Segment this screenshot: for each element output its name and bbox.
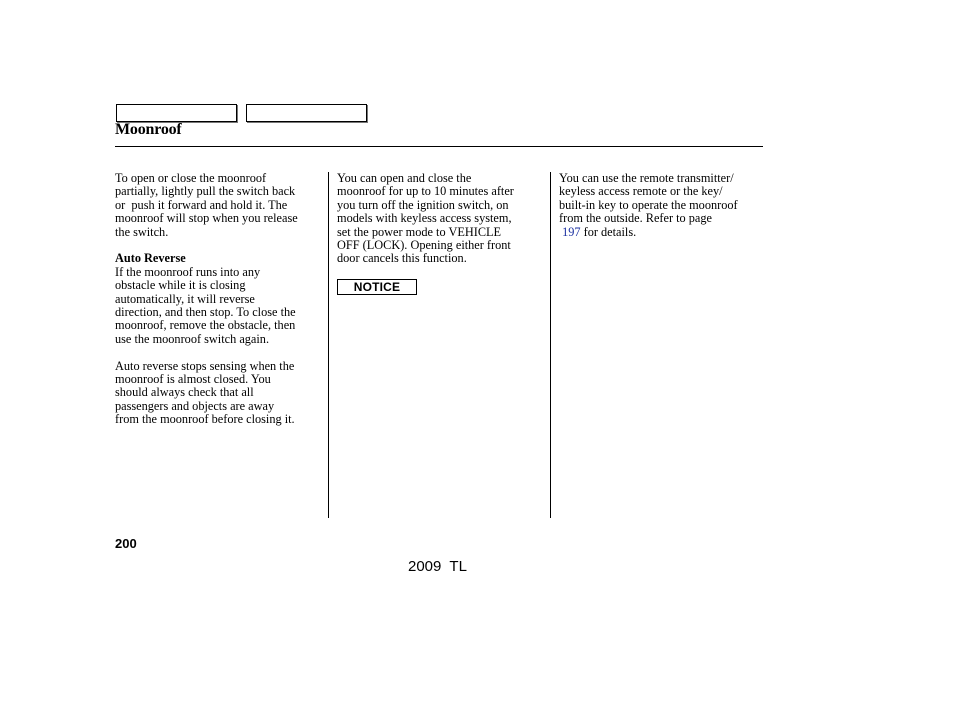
text-line: built-in key to operate the moonroof (559, 197, 738, 212)
text-line: partially, lightly pull the switch back (115, 184, 296, 199)
text-line: keyless access remote or the key/ (559, 184, 723, 199)
text-line: direction, and then stop. To close the (115, 305, 296, 320)
nav-button-2[interactable] (246, 104, 367, 122)
text-line: moonroof for up to 10 minutes after (337, 184, 514, 199)
title-divider (115, 146, 763, 147)
text-line: you turn off the ignition switch, on (337, 197, 509, 212)
column-2 (337, 172, 542, 266)
text-line: from the outside. Refer to page (559, 211, 712, 226)
nav-button-1[interactable] (116, 104, 237, 122)
page-reference-line (559, 226, 764, 239)
notice-badge: NOTICE (337, 279, 417, 295)
column-1 (115, 172, 320, 427)
text-line: moonroof is almost closed. You (115, 372, 271, 387)
text-line: obstacle while it is closing (115, 278, 246, 293)
text-line: OFF (LOCK). Opening either front (337, 238, 511, 253)
text-line: the switch. (115, 224, 169, 239)
text-line: passengers and objects are away (115, 398, 275, 413)
text-line: You can use the remote transmitter/ (559, 171, 734, 185)
page-number: 200 (115, 536, 137, 551)
text-line: Auto reverse stops sensing when the (115, 358, 295, 373)
text-line: from the moonroof before closing it. (115, 412, 295, 427)
column-divider-2 (550, 172, 551, 518)
page-reference-link[interactable]: 197 (562, 224, 581, 239)
paragraph-gap (115, 346, 320, 359)
text-line: or push it forward and hold it. The (115, 197, 288, 212)
column-3 (559, 172, 764, 239)
text-line: use the moonroof switch again. (115, 331, 270, 346)
column-divider-1 (328, 172, 329, 518)
text-line: If the moonroof runs into any (115, 264, 261, 279)
paragraph-gap (115, 239, 320, 252)
text-line: To open or close the moonroof (115, 171, 267, 185)
text-line: moonroof, remove the obstacle, then (115, 318, 296, 333)
text-fragment: for details. (580, 224, 637, 239)
text-line: automatically, it will reverse (115, 291, 255, 306)
text-line: door cancels this function. (337, 251, 467, 266)
text-line: moonroof will stop when you release (115, 211, 298, 226)
text-line: models with keyless access system, (337, 211, 512, 226)
text-line: should always check that all (115, 385, 254, 400)
text-line: You can open and close the (337, 171, 472, 185)
auto-reverse-heading: Auto Reverse (115, 251, 186, 266)
text-line: set the power mode to VEHICLE (337, 224, 502, 239)
page-title: Moonroof (115, 121, 182, 138)
footer-model: 2009 TL (408, 558, 467, 575)
